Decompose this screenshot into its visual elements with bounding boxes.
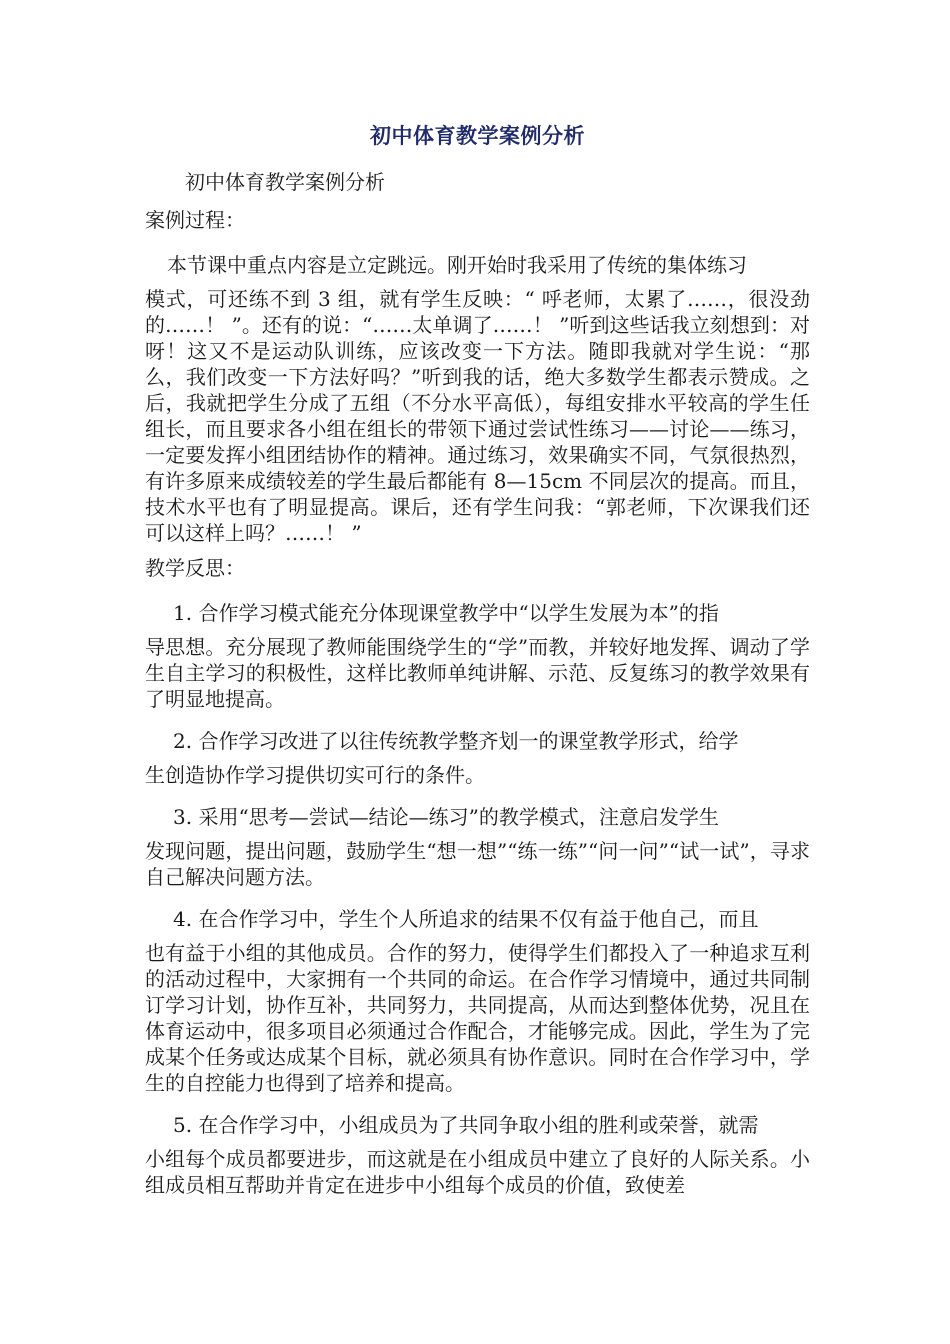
reflection-item-1	[145, 592, 810, 712]
reflection-item-first-line: 2. 合作学习改进了以往传统教学整齐划一的课堂教学形式，给学	[173, 729, 739, 753]
reflection-item-body: 小组每个成员都要进步，而这就是在小组成员中建立了良好的人际关系。小组成员相互帮助并肯定在进步中小组每个成员的价值，致使差	[145, 1147, 810, 1197]
reflection-item-first-line: 5. 在合作学习中，小组成员为了共同争取小组的胜利或荣誉，就需	[173, 1113, 759, 1137]
case-process-label: 案例过程：	[145, 208, 245, 232]
document-subtitle: 初中体育教学案例分析	[185, 170, 385, 194]
reflection-item-first-line: 3. 采用“思考—尝试—结论—练习”的教学模式，注意启发学生	[173, 805, 719, 829]
reflection-item-5	[145, 1104, 810, 1198]
reflection-item-body: 生创造协作学习提供切实可行的条件。	[145, 763, 485, 787]
reflection-item-2	[145, 720, 810, 788]
case-paragraph-body: 模式，可还练不到 3 组，就有学生反映：“ 呼老师，太累了……，很没劲的……！ ”。还有的说：“……太单调了……！ ”听到这些话我立刻想到：对呀！这又不是运动队训练，应该改变一下方法。随即我就对学生说：“那么，我们改变一下方法好吗？”听到我的话，绝大多数学生都表示赞成。之后，我就把学生分成了五组（不分水平高低），每组安排水平较高的学生任组长，而且要求各小组在组长的带领下通过尝试性练习——讨论——练习，一定要发挥小组团结协作的精神。通过练习，效果确实不同，气氛很热烈，有许多原来成绩较差的学生最后都能有 8—15cm 不同层次的提高。而且，技术水平也有了明显提高。课后，还有学生问我：“郭老师，下次课我们还可以这样上吗？……！ ”	[145, 287, 810, 545]
reflection-item-body: 发现问题，提出问题，鼓励学生“想一想”“练一练”“问一问”“试一试”，寻求自己解决问题方法。	[145, 839, 810, 889]
case-paragraph-first-line: 本节课中重点内容是立定跳远。刚开始时我采用了传统的集体练习	[167, 253, 747, 277]
reflection-item-first-line: 4. 在合作学习中，学生个人所追求的结果不仅有益于他自己，而且	[173, 907, 759, 931]
reflection-item-first-line: 1. 合作学习模式能充分体现课堂教学中“以学生发展为本”的指	[173, 601, 719, 625]
reflection-item-4	[145, 898, 810, 1096]
document-title: 初中体育教学案例分析	[370, 124, 585, 148]
case-paragraph	[145, 244, 810, 546]
reflection-item-3	[145, 796, 810, 890]
reflection-item-body: 导思想。充分展现了教师能围绕学生的“学”而教，并较好地发挥、调动了学生自主学习的积极性，这样比教师单纯讲解、示范、反复练习的教学效果有了明显地提高。	[145, 635, 810, 711]
document-page	[145, 110, 810, 1206]
reflection-label: 教学反思：	[145, 556, 245, 580]
reflection-item-body: 也有益于小组的其他成员。合作的努力，使得学生们都投入了一种追求互利的活动过程中，大家拥有一个共同的命运。在合作学习情境中，通过共同制订学习计划，协作互补，共同努力，共同提高，从而达到整体优势，况且在体育运动中，很多项目必须通过合作配合，才能够完成。因此，学生为了完成某个任务或达成某个目标，就必须具有协作意识。同时在合作学习中，学生的自控能力也得到了培养和提高。	[145, 941, 810, 1095]
